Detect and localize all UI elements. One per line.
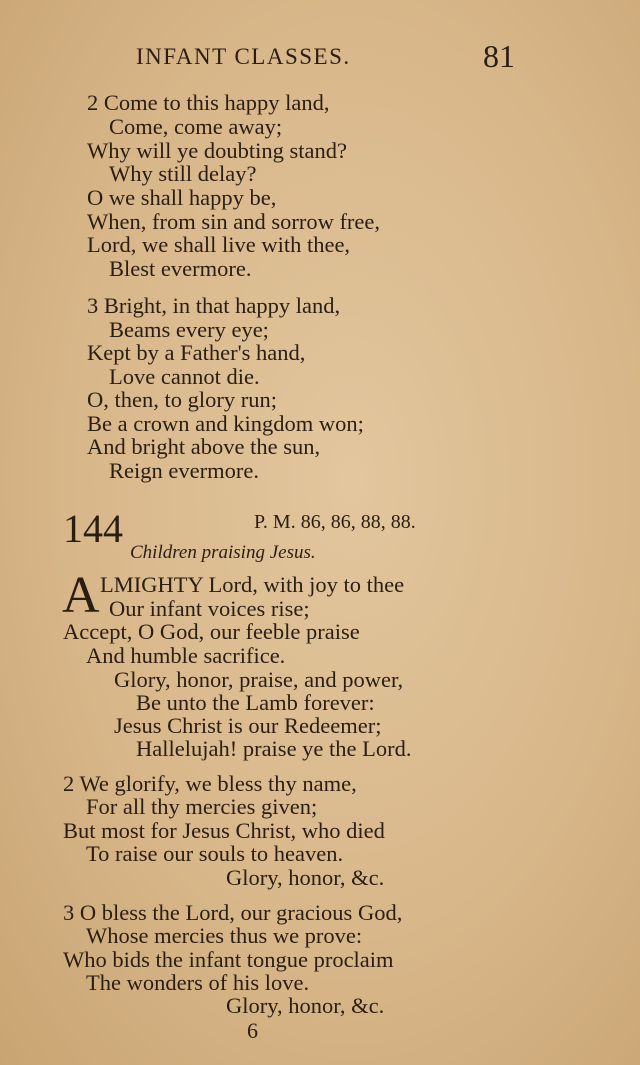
verse-line: Come, come away; xyxy=(109,114,283,139)
verse-line: Hallelujah! praise ye the Lord. xyxy=(136,736,412,761)
verse-line: Lord, we shall live with thee, xyxy=(87,232,351,257)
verse-line: Reign evermore. xyxy=(109,458,259,483)
verse-line: 3 Bright, in that happy land, xyxy=(87,293,341,318)
verse-line: 3 O bless the Lord, our gracious God, xyxy=(63,900,403,925)
verse-line: Our infant voices rise; xyxy=(109,596,310,621)
verse-line: Be unto the Lamb forever: xyxy=(136,690,375,715)
verse-line: Glory, honor, &c. xyxy=(226,993,385,1018)
drop-cap: A xyxy=(62,567,100,624)
verse-line: Who bids the infant tongue proclaim xyxy=(63,947,394,972)
verse-line: When, from sin and sorrow free, xyxy=(87,209,381,234)
verse-line: Beams every eye; xyxy=(109,317,269,342)
verse-line: Love cannot die. xyxy=(109,364,260,389)
verse-line: For all thy mercies given; xyxy=(86,794,318,819)
verse-line: Glory, honor, &c. xyxy=(226,865,385,890)
verse-line: And bright above the sun, xyxy=(87,434,321,459)
verse-line: The wonders of his love. xyxy=(86,970,310,995)
verse-line: 2 We glorify, we bless thy name, xyxy=(63,771,357,796)
verse-line: 2 Come to this happy land, xyxy=(87,90,330,115)
verse-line: But most for Jesus Christ, who died xyxy=(63,818,385,843)
signature-mark: 6 xyxy=(247,1018,258,1043)
verse-line: Jesus Christ is our Redeemer; xyxy=(114,713,382,738)
verse-line: LMIGHTY Lord, with joy to thee xyxy=(100,572,405,597)
verse-line: Be a crown and kingdom won; xyxy=(87,411,364,436)
hymn-subtitle: Children praising Jesus. xyxy=(130,542,316,563)
verse-line: To raise our souls to heaven. xyxy=(86,841,344,866)
verse-line: Glory, honor, praise, and power, xyxy=(114,667,404,692)
running-head: INFANT CLASSES. xyxy=(136,44,351,69)
hymn-meter: P. M. 86, 86, 88, 88. xyxy=(254,511,416,533)
verse-line: Blest evermore. xyxy=(109,256,252,281)
verse-line: Why will ye doubting stand? xyxy=(87,138,347,163)
verse-line: Kept by a Father's hand, xyxy=(87,340,306,365)
verse-line: Accept, O God, our feeble praise xyxy=(63,619,360,644)
verse-line: Whose mercies thus we prove: xyxy=(86,923,363,948)
verse-line: O, then, to glory run; xyxy=(87,387,277,412)
verse-line: Why still delay? xyxy=(109,161,257,186)
page-number: 81 xyxy=(483,38,515,74)
page-header xyxy=(0,38,640,78)
verse-line: O we shall happy be, xyxy=(87,185,277,210)
verse-line: And humble sacrifice. xyxy=(86,643,286,668)
hymn-number: 144 xyxy=(63,506,123,551)
